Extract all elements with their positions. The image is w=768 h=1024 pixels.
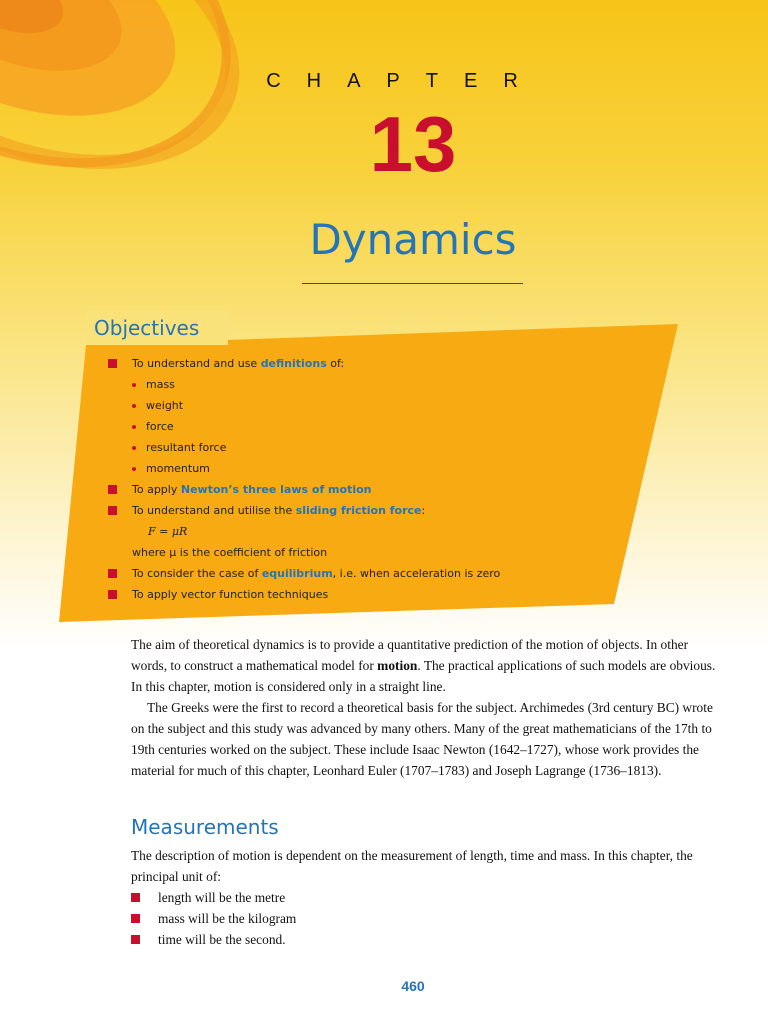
- measurements-heading: Measurements: [131, 815, 279, 839]
- objective-item: [108, 500, 628, 521]
- friction-formula: F = μR: [148, 525, 188, 538]
- objective-text: To consider the case of: [132, 567, 262, 580]
- bullet-square-icon: [108, 569, 117, 578]
- unit-item: [131, 887, 296, 908]
- definition-item: [108, 374, 628, 395]
- bullet-square-icon: [131, 914, 140, 923]
- objective-text: To apply vector function techniques: [132, 588, 329, 601]
- objective-text: of:: [326, 357, 345, 370]
- objective-keyword: Newton’s three laws of motion: [180, 483, 372, 496]
- definition-text: momentum: [146, 462, 210, 475]
- objective-item: [108, 584, 628, 605]
- definition-text: weight: [146, 399, 184, 412]
- bullet-dot-icon: [132, 446, 136, 450]
- bullet-dot-icon: [132, 425, 136, 429]
- bold-term: motion: [377, 658, 418, 673]
- unit-item: [131, 929, 296, 950]
- bullet-dot-icon: [132, 467, 136, 471]
- bullet-square-icon: [131, 935, 140, 944]
- definitions-sublist: [108, 374, 628, 479]
- chapter-title: Dynamics: [309, 215, 517, 264]
- chapter-number: 13: [369, 100, 457, 188]
- bullet-square-icon: [108, 506, 117, 515]
- objective-item: [108, 479, 628, 500]
- objective-keyword: equilibrium: [261, 567, 333, 580]
- definition-text: force: [146, 420, 174, 433]
- intro-paragraph-2: The Greeks were the first to record a theoretical basis for the subject. Archimedes (3rd century BC) wrote on the subject and this study was advanced by many others. Many of the great mathematicians of the 17th to 19th centuries worked on the subject. These include Isaac Newton (1642–1727), whose work provides the material for much of this chapter, Leonhard Euler (1707–1783) and Joseph Lagrange (1736–1813).: [131, 700, 713, 778]
- paragraph-text: The aim of theoretical dynamics is to provide a quantitative prediction of the motion of objects. In other words, to construct a mathematical model for: [131, 637, 689, 673]
- objective-text: :: [421, 504, 426, 517]
- objective-text: To understand and use: [132, 357, 261, 370]
- intro-text: [131, 634, 721, 781]
- objective-keyword: definitions: [260, 357, 327, 370]
- definition-item: [108, 437, 628, 458]
- bullet-square-icon: [108, 590, 117, 599]
- objective-keyword: sliding friction force: [295, 504, 422, 517]
- page-number: 460: [401, 978, 425, 994]
- chapter-label: CHAPTER: [266, 70, 544, 92]
- unit-text: length will be the metre: [158, 890, 286, 905]
- units-list: [131, 887, 296, 950]
- bullet-dot-icon: [132, 383, 136, 387]
- objective-item: [108, 563, 628, 584]
- paragraph-text: . The practical applications of such models are obvious. In this chapter, motion is considered only in a straight line.: [131, 658, 716, 694]
- definition-item: [108, 395, 628, 416]
- unit-item: [131, 908, 296, 929]
- definition-item: [108, 458, 628, 479]
- definition-text: mass: [146, 378, 175, 391]
- objective-item: [108, 353, 628, 374]
- objective-text: , i.e. when acceleration is zero: [332, 567, 501, 580]
- bullet-dot-icon: [132, 404, 136, 408]
- objective-text: To understand and utilise the: [132, 504, 296, 517]
- formula-note: where μ is the coefficient of friction: [132, 546, 328, 559]
- definition-text: resultant force: [146, 441, 227, 454]
- definition-item: [108, 416, 628, 437]
- objectives-list: [108, 353, 628, 605]
- bullet-square-icon: [108, 485, 117, 494]
- unit-text: mass will be the kilogram: [158, 911, 297, 926]
- bullet-square-icon: [131, 893, 140, 902]
- bullet-square-icon: [108, 359, 117, 368]
- intro-paragraph-1: [131, 634, 721, 697]
- objectives-heading: Objectives: [86, 311, 228, 345]
- objective-text: To apply: [132, 483, 181, 496]
- unit-text: time will be the second.: [158, 932, 286, 947]
- definitions-sublist-wrapper: [108, 374, 628, 479]
- measurements-text: The description of motion is dependent on the measurement of length, time and mass. In this chapter, the principal unit of:: [131, 848, 693, 884]
